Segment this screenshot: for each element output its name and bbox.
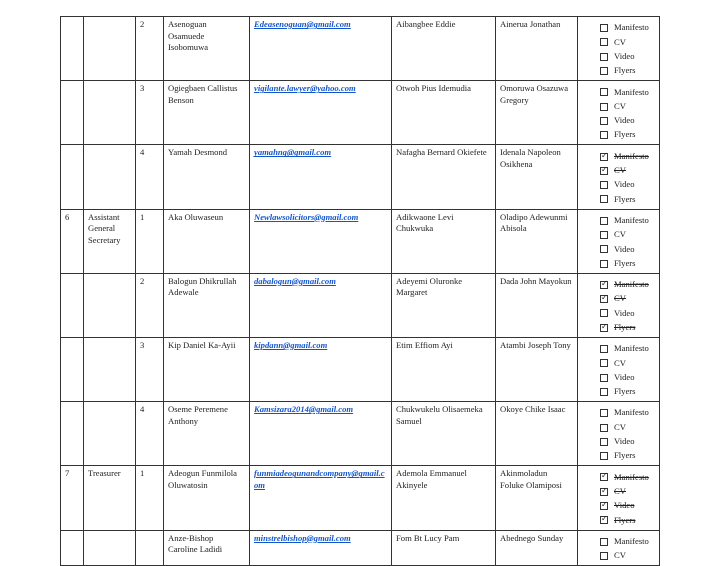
email-link[interactable]: minstrelbishop@gmail.com (254, 532, 351, 543)
table-row (61, 337, 660, 401)
table-row (61, 273, 660, 337)
candidate-name-cell: Kip Daniel Ka-Ayii (164, 337, 250, 401)
checkbox-icon[interactable] (600, 409, 608, 417)
post-number-cell: 6 (61, 209, 84, 273)
submission-checklist (578, 145, 660, 209)
checklist-item-video[interactable] (600, 178, 655, 192)
candidate-number-cell: 3 (136, 337, 164, 401)
checklist-label: Video (614, 500, 635, 511)
checklist-item-flyers[interactable] (600, 256, 655, 270)
checked-checkbox-icon[interactable] (600, 516, 608, 524)
candidate-number-cell: 4 (136, 402, 164, 466)
nominator-cell: Etim Effiom Ayi (392, 337, 496, 401)
nominator-cell: Ademola Emmanuel Akinyele (392, 466, 496, 530)
checkbox-icon[interactable] (600, 345, 608, 353)
nominator-cell: Chukwukelu Olisaemeka Samuel (392, 402, 496, 466)
checklist-label: CV (614, 485, 626, 496)
checklist-item-manifesto[interactable] (600, 149, 655, 163)
post-title-cell (84, 17, 136, 81)
email-cell (250, 81, 392, 145)
checklist-label: Manifesto (614, 279, 649, 290)
checkbox-icon[interactable] (600, 359, 608, 367)
checked-checkbox-icon[interactable] (600, 488, 608, 496)
post-title-cell (84, 402, 136, 466)
candidate-number-cell: 2 (136, 17, 164, 81)
seconder-cell: Okoye Chike Isaac (496, 402, 578, 466)
candidate-name-cell: Adeogun Funmilola Oluwatosin (164, 466, 250, 530)
candidate-name-cell: Ogiegbaen Callistus Benson (164, 81, 250, 145)
checklist-label: Manifesto (614, 214, 649, 225)
table-row (61, 466, 660, 530)
checklist-label: Flyers (614, 450, 636, 461)
post-title-cell (84, 530, 136, 566)
checklist-label: Video (614, 436, 635, 447)
checked-checkbox-icon[interactable] (600, 473, 608, 481)
checklist-label: Manifesto (614, 343, 649, 354)
checklist-label: CV (614, 100, 626, 111)
post-number-cell (61, 337, 84, 401)
submission-checklist (578, 337, 660, 401)
checked-checkbox-icon[interactable] (600, 153, 608, 161)
seconder-cell: Oladipo Adewunmi Abisola (496, 209, 578, 273)
nominator-cell: Fom Bt Lucy Pam (392, 530, 496, 566)
candidate-name-cell: Anze-Bishop Caroline Ladidi (164, 530, 250, 566)
checkbox-icon[interactable] (600, 245, 608, 253)
submission-checklist (578, 209, 660, 273)
checked-checkbox-icon[interactable] (600, 324, 608, 332)
checkbox-icon[interactable] (600, 374, 608, 382)
checklist-item-video[interactable] (600, 499, 655, 513)
submission-checklist (578, 530, 660, 566)
checklist-label: Video (614, 179, 635, 190)
checkbox-icon[interactable] (600, 67, 608, 75)
post-number-cell (61, 273, 84, 337)
seconder-cell: Idenala Napoleon Osikhena (496, 145, 578, 209)
candidates-table (60, 16, 660, 566)
post-number-cell (61, 81, 84, 145)
post-title-cell (84, 145, 136, 209)
submission-checklist (578, 81, 660, 145)
checkbox-icon[interactable] (600, 131, 608, 139)
candidate-name-cell: Balogun Dhikrullah Adewale (164, 273, 250, 337)
checked-checkbox-icon[interactable] (600, 502, 608, 510)
candidate-number-cell: 1 (136, 209, 164, 273)
checkbox-icon[interactable] (600, 388, 608, 396)
checkbox-icon[interactable] (600, 103, 608, 111)
checklist-item-manifesto[interactable] (600, 406, 655, 420)
email-cell (250, 402, 392, 466)
checklist-item-cv[interactable] (600, 164, 655, 178)
checklist-item-manifesto[interactable] (600, 342, 655, 356)
checklist-label: Flyers (614, 193, 636, 204)
checklist-label: CV (614, 357, 626, 368)
checklist-item-flyers[interactable] (600, 128, 655, 142)
table-row (61, 145, 660, 209)
post-title-cell (84, 337, 136, 401)
email-cell (250, 17, 392, 81)
checklist-label: Flyers (614, 129, 636, 140)
checkbox-icon[interactable] (600, 38, 608, 46)
checklist-label: Video (614, 243, 635, 254)
nominator-cell: Otwoh Pius Idemudia (392, 81, 496, 145)
checked-checkbox-icon[interactable] (600, 167, 608, 175)
checkbox-icon[interactable] (600, 117, 608, 125)
checklist-item-manifesto[interactable] (600, 21, 655, 35)
checklist-label: Video (614, 371, 635, 382)
checklist-item-flyers[interactable] (600, 385, 655, 399)
checklist-item-manifesto[interactable] (600, 278, 655, 292)
submission-checklist (578, 273, 660, 337)
post-number-cell (61, 530, 84, 566)
checkbox-icon[interactable] (600, 424, 608, 432)
checkbox-icon[interactable] (600, 88, 608, 96)
candidate-number-cell: 2 (136, 273, 164, 337)
checklist-label: Video (614, 50, 635, 61)
checklist-item-video[interactable] (600, 114, 655, 128)
checklist-item-flyers[interactable] (600, 449, 655, 463)
checklist-label: Flyers (614, 386, 636, 397)
checked-checkbox-icon[interactable] (600, 295, 608, 303)
checklist-item-video[interactable] (600, 371, 655, 385)
checklist-item-manifesto[interactable] (600, 214, 655, 228)
checklist-item-cv[interactable] (600, 99, 655, 113)
table-row (61, 402, 660, 466)
checklist-item-video[interactable] (600, 435, 655, 449)
checked-checkbox-icon[interactable] (600, 281, 608, 289)
checklist-item-manifesto[interactable] (600, 85, 655, 99)
candidate-name-cell: Aka Oluwaseun (164, 209, 250, 273)
nominator-cell: Aibangbee Eddie (392, 17, 496, 81)
seconder-cell: Abednego Sunday (496, 530, 578, 566)
nominator-cell: Adeyemi Oluronke Margaret (392, 273, 496, 337)
checklist-label: CV (614, 36, 626, 47)
email-link[interactable]: dabalogun@gmail.com (254, 275, 336, 286)
checklist-item-manifesto[interactable] (600, 535, 655, 549)
checklist-label: Flyers (614, 65, 636, 76)
post-title-cell (84, 273, 136, 337)
checklist-item-cv[interactable] (600, 356, 655, 370)
seconder-cell: Ainerua Jonathan (496, 17, 578, 81)
checklist-item-cv[interactable] (600, 420, 655, 434)
submission-checklist (578, 17, 660, 81)
checklist-label: Video (614, 115, 635, 126)
checkbox-icon[interactable] (600, 309, 608, 317)
checklist-item-flyers[interactable] (600, 64, 655, 78)
checkbox-icon[interactable] (600, 260, 608, 268)
checklist-item-manifesto[interactable] (600, 470, 655, 484)
checkbox-icon[interactable] (600, 195, 608, 203)
checklist-item-video[interactable] (600, 242, 655, 256)
post-title-cell (84, 81, 136, 145)
candidate-name-cell: Yamah Desmond (164, 145, 250, 209)
table-row (61, 81, 660, 145)
seconder-cell: Omoruwa Osazuwa Gregory (496, 81, 578, 145)
candidate-name-cell: Oseme Peremene Anthony (164, 402, 250, 466)
email-link[interactable]: funmiadeogunandcompany@gmail.com (254, 468, 385, 490)
candidate-number-cell: 4 (136, 145, 164, 209)
checkbox-icon[interactable] (600, 181, 608, 189)
table-row (61, 17, 660, 81)
checkbox-icon[interactable] (600, 53, 608, 61)
checklist-label: CV (614, 293, 626, 304)
submission-checklist (578, 466, 660, 530)
checklist-item-cv[interactable] (600, 292, 655, 306)
checkbox-icon[interactable] (600, 538, 608, 546)
nominator-cell: Adikwaone Levi Chukwuka (392, 209, 496, 273)
checklist-label: Flyers (614, 514, 636, 525)
checklist-label: Flyers (614, 257, 636, 268)
checklist-label: CV (614, 229, 626, 240)
checklist-label: Video (614, 307, 635, 318)
checklist-item-video[interactable] (600, 306, 655, 320)
candidate-name-cell: Asenoguan Osamuede Isobomuwa (164, 17, 250, 81)
checklist-label: Manifesto (614, 86, 649, 97)
email-cell (250, 530, 392, 566)
checklist-item-flyers[interactable] (600, 513, 655, 527)
seconder-cell: Atambi Joseph Tony (496, 337, 578, 401)
email-cell (250, 466, 392, 530)
checklist-label: Manifesto (614, 150, 649, 161)
checklist-item-flyers[interactable] (600, 321, 655, 335)
candidate-number-cell (136, 530, 164, 566)
checklist-item-cv[interactable] (600, 228, 655, 242)
checkbox-icon[interactable] (600, 438, 608, 446)
email-link[interactable]: Edeasenoguan@gmail.com (254, 19, 351, 29)
table-row (61, 209, 660, 273)
table-row (61, 530, 660, 566)
post-number-cell: 7 (61, 466, 84, 530)
candidate-number-cell: 3 (136, 81, 164, 145)
post-title-cell: Assistant General Secretary (84, 209, 136, 273)
post-number-cell (61, 402, 84, 466)
candidate-number-cell: 1 (136, 466, 164, 530)
checklist-label: Manifesto (614, 22, 649, 33)
post-number-cell (61, 145, 84, 209)
checklist-label: Manifesto (614, 407, 649, 418)
email-link[interactable]: vigilante.lawyer@yahoo.com (254, 83, 356, 94)
email-link[interactable]: kipdann@gmail.com (254, 339, 328, 350)
checkbox-icon[interactable] (600, 452, 608, 460)
checklist-label: CV (614, 550, 626, 561)
checkbox-icon[interactable] (600, 24, 608, 32)
nominator-cell: Nafagha Bernard Okiefete (392, 145, 496, 209)
email-cell (250, 209, 392, 273)
checklist-item-cv[interactable] (600, 35, 655, 49)
checklist-item-flyers[interactable] (600, 192, 655, 206)
email-link[interactable]: yamahng@gmail.com (254, 147, 332, 158)
seconder-cell: Akinmoladun Foluke Olamiposi (496, 466, 578, 530)
email-cell (250, 145, 392, 209)
post-title-cell: Treasurer (84, 466, 136, 530)
checklist-item-video[interactable] (600, 50, 655, 64)
submission-checklist (578, 402, 660, 466)
checklist-item-cv[interactable] (600, 485, 655, 499)
seconder-cell: Dada John Mayokun (496, 273, 578, 337)
post-number-cell (61, 17, 84, 81)
email-link[interactable]: Newlawsolicitors@gmail.com (254, 211, 359, 222)
checklist-label: Flyers (614, 321, 636, 332)
checklist-label: Manifesto (614, 471, 649, 482)
checklist-label: CV (614, 421, 626, 432)
email-cell (250, 273, 392, 337)
checklist-label: Manifesto (614, 535, 649, 546)
checkbox-icon[interactable] (600, 217, 608, 225)
checklist-label: CV (614, 165, 626, 176)
email-cell (250, 337, 392, 401)
email-link[interactable]: Kamsizara2014@gmail.com (254, 404, 354, 415)
checkbox-icon[interactable] (600, 231, 608, 239)
